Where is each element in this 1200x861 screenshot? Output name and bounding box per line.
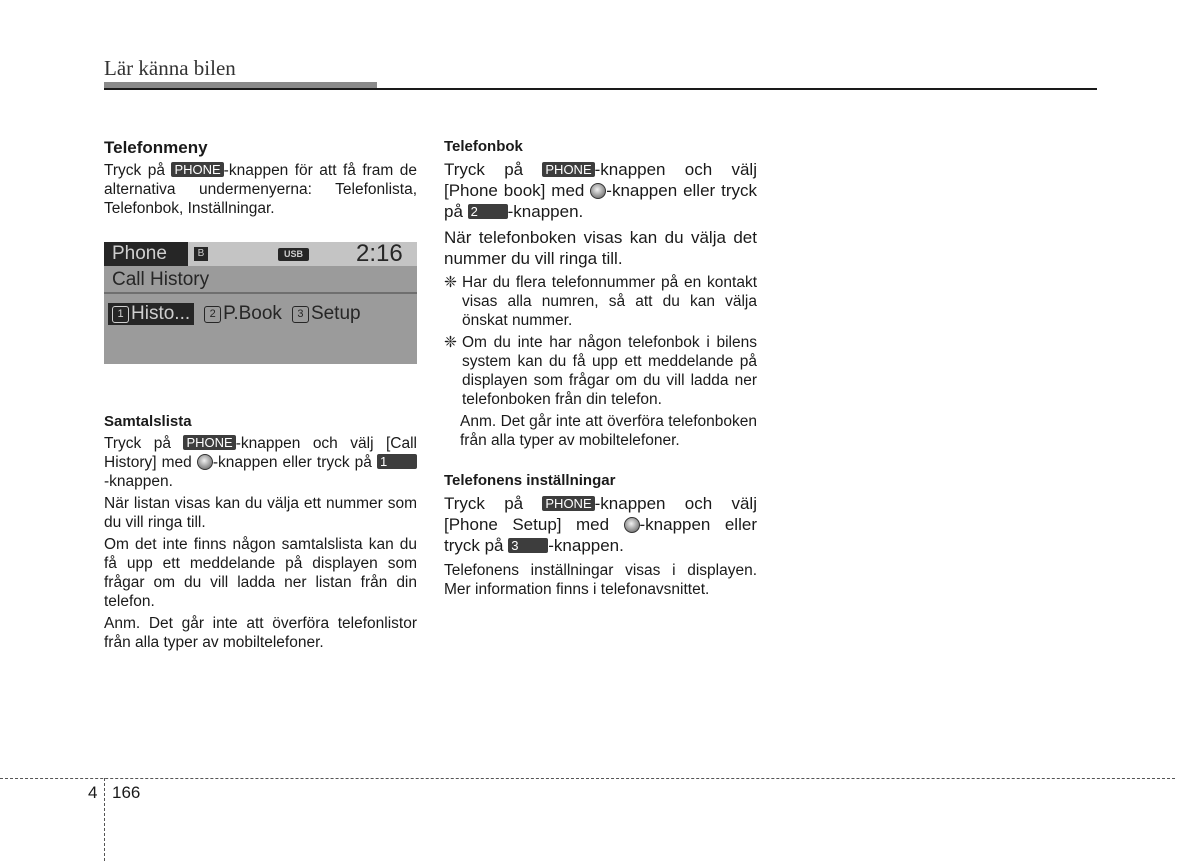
samtalslista-p4: Anm. Det går inte att överföra telefonlistor från alla typer av mobiltelefoner. <box>104 615 417 651</box>
display-screen-title: Call History <box>112 269 210 290</box>
tune-knob-icon <box>197 454 213 470</box>
tune-knob-icon <box>590 183 606 199</box>
footer-vertical-divider <box>104 778 105 861</box>
installningar-p2: Telefonens inställningar visas i displayen. Mer information finns i telefonavsnittet. <box>444 562 757 598</box>
display-menu-history: 1 Histo... <box>108 303 194 325</box>
page-number: 166 <box>112 783 141 802</box>
display-menu-phonebook: 2 P.Book <box>204 303 282 325</box>
phone-key-icon: PHONE <box>171 162 223 177</box>
chapter-title: Lär känna bilen <box>104 56 236 80</box>
telefonbok-heading: Telefonbok <box>444 138 523 155</box>
header-rule-thin <box>104 88 1097 90</box>
telefonbok-note2: ❈ Om du inte har någon telefonbok i bilens system kan du få upp ett meddelande på displayen som frågar om du vill ladda ner telefonboken från din telefon. <box>444 334 757 408</box>
phone-key-icon: PHONE <box>542 496 594 511</box>
telefonbok-text: Tryck på PHONE -knappen och välj [Phone book] med -knappen eller tryck på 2 -knappen. <box>444 160 757 221</box>
key-1-icon: 1 <box>377 454 417 469</box>
display-clock: 2:16 <box>356 242 403 267</box>
phone-key-icon: PHONE <box>542 162 594 177</box>
installningar-text: Tryck på PHONE -knappen och välj [Phone Setup] med -knappen eller tryck på 3 -knappen. <box>444 494 757 555</box>
telefonbok-note1: ❈ Har du flera telefonnummer på en kontakt visas alla numren, så att du kan välja önskat nummer. <box>444 274 757 329</box>
note-mark-icon: ❈ <box>444 274 457 291</box>
tune-knob-icon <box>624 517 640 533</box>
usb-icon: USB <box>278 248 309 261</box>
telefonbok-anm: Anm. Det går inte att överföra telefonboken från alla typer av mobiltelefoner. <box>460 413 757 449</box>
samtalslista-p3: Om det inte finns någon samtalslista kan du få upp ett meddelande på displayen som frågar om du vill ladda ner listan från din telefon. <box>104 536 417 610</box>
footer-divider <box>0 778 1175 779</box>
display-menu <box>108 302 371 326</box>
note-mark-icon: ❈ <box>444 334 457 351</box>
samtalslista-heading: Samtalslista <box>104 413 192 430</box>
installningar-heading: Telefonens inställningar <box>444 472 616 489</box>
left-column <box>104 138 417 218</box>
right-column <box>444 138 757 599</box>
chapter-number: 4 <box>88 783 98 802</box>
key-2-icon: 2 <box>468 204 508 219</box>
samtalslista-section <box>104 413 417 652</box>
telefonbok-p2: När telefonboken visas kan du välja det nummer du vill ringa till. <box>444 228 757 268</box>
phone-key-icon: PHONE <box>183 435 235 450</box>
display-menu-setup: 3 Setup <box>292 303 361 325</box>
bluetooth-icon: B <box>194 247 208 261</box>
samtalslista-p2: När listan visas kan du välja ett nummer som du vill ringa till. <box>104 495 417 531</box>
display-mode-label: Phone <box>104 242 188 266</box>
display-divider <box>104 292 417 294</box>
key-3-icon: 3 <box>508 538 548 553</box>
telefonmeny-text: Tryck på PHONE -knappen för att få fram de alternativa undermenyerna: Telefonlista, Telefonbok, Inställningar. <box>104 162 417 217</box>
samtalslista-text: Tryck på PHONE -knappen och välj [Call History] med -knappen eller tryck på 1-knappen. <box>104 435 417 490</box>
telefonmeny-heading: Telefonmeny <box>104 138 208 157</box>
phone-display-screen <box>104 242 417 364</box>
